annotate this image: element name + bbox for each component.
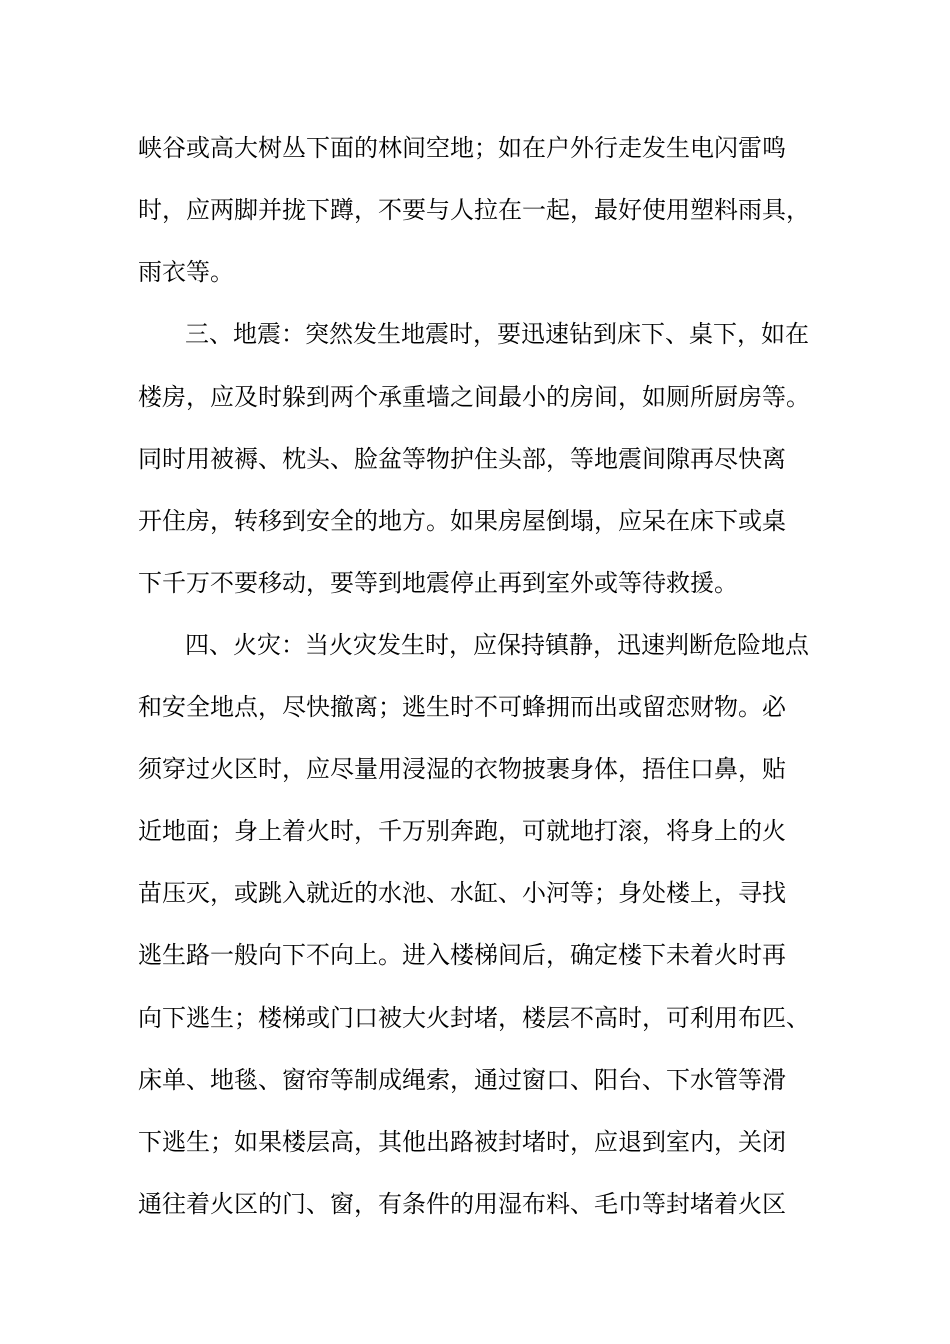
text-line: 下逃生；如果楼层高，其他出路被封堵时，应退到室内，关闭 bbox=[138, 1128, 786, 1156]
text-line: 床单、地毯、窗帘等制成绳索，通过窗口、阳台、下水管等滑 bbox=[138, 1066, 786, 1094]
text-line: 须穿过火区时，应尽量用浸湿的衣物披裹身体，捂住口鼻，贴 bbox=[138, 755, 786, 783]
text-line: 同时用被褥、枕头、脸盆等物护住头部，等地震间隙再尽快离 bbox=[138, 445, 786, 473]
text-line: 近地面；身上着火时，千万别奔跑，可就地打滚，将身上的火 bbox=[138, 817, 786, 845]
text-line: 楼房，应及时躲到两个承重墙之间最小的房间，如厕所厨房等。 bbox=[138, 383, 810, 411]
text-line: 向下逃生；楼梯或门口被大火封堵，楼层不高时，可利用布匹、 bbox=[138, 1004, 810, 1032]
text-line: 三、地震：突然发生地震时，要迅速钻到床下、桌下，如在 bbox=[185, 320, 809, 348]
text-line: 通往着火区的门、窗，有条件的用湿布料、毛巾等封堵着火区 bbox=[138, 1190, 786, 1218]
text-line: 逃生路一般向下不向上。进入楼梯间后，确定楼下未着火时再 bbox=[138, 941, 786, 969]
text-line: 时，应两脚并拢下蹲，不要与人拉在一起，最好使用塑料雨具， bbox=[138, 196, 810, 224]
text-line: 四、火灾：当火灾发生时，应保持镇静，迅速判断危险地点 bbox=[185, 631, 809, 659]
text-line: 苗压灭，或跳入就近的水池、水缸、小河等；身处楼上，寻找 bbox=[138, 879, 786, 907]
text-line: 和安全地点，尽快撤离；逃生时不可蜂拥而出或留恋财物。必 bbox=[138, 693, 786, 721]
text-line: 下千万不要移动，要等到地震停止再到室外或等待救援。 bbox=[138, 569, 738, 597]
text-line: 雨衣等。 bbox=[138, 258, 234, 286]
text-line: 峡谷或高大树丛下面的林间空地；如在户外行走发生电闪雷鸣 bbox=[138, 134, 786, 162]
text-line: 开住房，转移到安全的地方。如果房屋倒塌，应呆在床下或桌 bbox=[138, 507, 786, 535]
